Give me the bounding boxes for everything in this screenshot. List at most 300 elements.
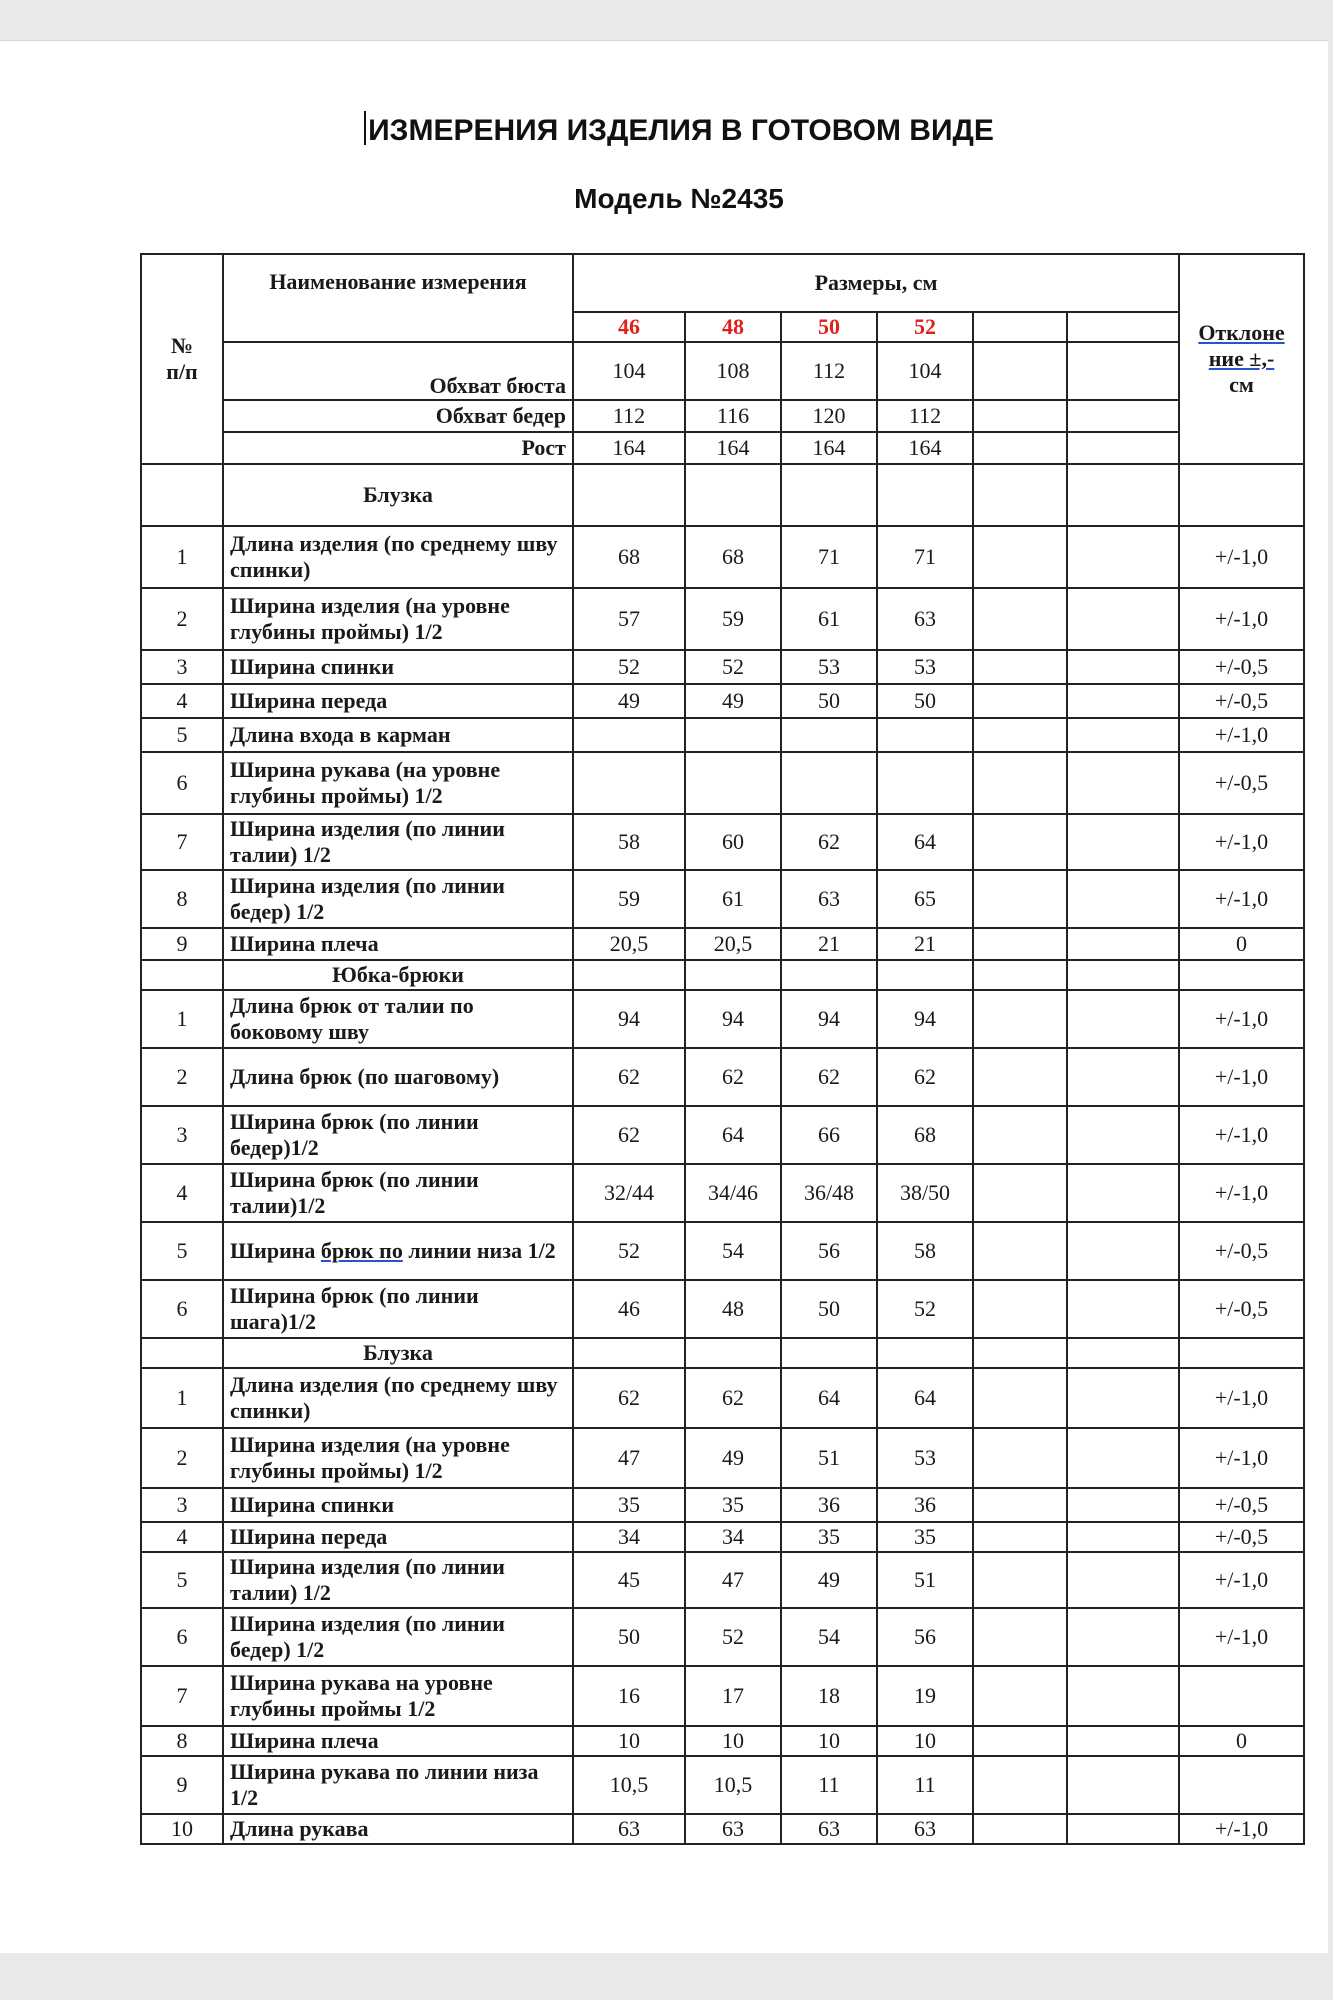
size-value [877, 718, 973, 752]
measurement-name: Длина изделия (по среднему шву спинки) [223, 526, 573, 588]
deviation-value: +/-1,0 [1179, 1428, 1304, 1488]
table-row [141, 814, 1304, 870]
size-value: 56 [781, 1222, 877, 1280]
empty-cell [973, 1488, 1067, 1522]
size-value: 56 [877, 1608, 973, 1666]
empty-cell [973, 1338, 1067, 1368]
size-value: 34 [685, 1522, 781, 1552]
row-number: 4 [141, 1522, 223, 1552]
size-value [781, 718, 877, 752]
empty-cell [973, 1552, 1067, 1608]
size-value: 50 [573, 1608, 685, 1666]
empty-cell [877, 1338, 973, 1368]
empty-cell [877, 960, 973, 990]
deviation-value: +/-1,0 [1179, 1608, 1304, 1666]
measurement-name: Ширина изделия (по линии талии) 1/2 [223, 814, 573, 870]
row-number: 8 [141, 1726, 223, 1756]
empty-cell [1067, 432, 1179, 464]
table-row [141, 1522, 1304, 1552]
measurements-table [140, 253, 1305, 1845]
table-row [141, 1164, 1304, 1222]
empty-cell [1067, 400, 1179, 432]
header-sizes: Размеры, см [573, 254, 1179, 312]
empty-cell [1067, 1338, 1179, 1368]
size-value: 32/44 [573, 1164, 685, 1222]
document-page [0, 40, 1328, 1953]
header-number-label: № [170, 333, 194, 358]
param-value: 164 [877, 432, 973, 464]
measurement-name: Длина рукава [223, 1814, 573, 1844]
empty-cell [1067, 752, 1179, 814]
size-value: 10 [573, 1726, 685, 1756]
measurement-name: Длина изделия (по среднему шву спинки) [223, 1368, 573, 1428]
table-row [141, 752, 1304, 814]
size-value: 63 [781, 870, 877, 928]
size-value: 49 [685, 684, 781, 718]
deviation-value: +/-1,0 [1179, 526, 1304, 588]
document-title [0, 111, 1328, 148]
deviation-value: +/-0,5 [1179, 684, 1304, 718]
empty-cell [1067, 870, 1179, 928]
empty-cell [973, 588, 1067, 650]
table-row [141, 1428, 1304, 1488]
empty-cell [1067, 1428, 1179, 1488]
deviation-value: +/-0,5 [1179, 752, 1304, 814]
size-value: 36/48 [781, 1164, 877, 1222]
measurement-name: Ширина изделия (по линии бедер) 1/2 [223, 870, 573, 928]
table-row [141, 1106, 1304, 1164]
size-value: 59 [685, 588, 781, 650]
empty-cell [973, 1756, 1067, 1814]
size-value: 52 [877, 1280, 973, 1338]
table-row [141, 1666, 1304, 1726]
size-value: 94 [685, 990, 781, 1048]
size-value [573, 752, 685, 814]
size-value: 16 [573, 1666, 685, 1726]
table-row [141, 928, 1304, 960]
empty-cell [1067, 990, 1179, 1048]
empty-cell [973, 1048, 1067, 1106]
param-value: 112 [573, 400, 685, 432]
measurement-name: Ширина переда [223, 684, 573, 718]
table-row [141, 526, 1304, 588]
table-row [141, 990, 1304, 1048]
size-value: 35 [781, 1522, 877, 1552]
empty-cell [1067, 928, 1179, 960]
size-value: 35 [573, 1488, 685, 1522]
header-number-label-2: п/п [166, 359, 198, 384]
empty-cell [1067, 1048, 1179, 1106]
size-value: 61 [685, 870, 781, 928]
size-value: 65 [877, 870, 973, 928]
param-value: 120 [781, 400, 877, 432]
size-value: 50 [781, 1280, 877, 1338]
empty-cell [1067, 1552, 1179, 1608]
size-value: 38/50 [877, 1164, 973, 1222]
model-number: Модель №2435 [574, 183, 784, 214]
empty-cell [1067, 588, 1179, 650]
size-value: 49 [685, 1428, 781, 1488]
size-value [781, 752, 877, 814]
row-number: 1 [141, 1368, 223, 1428]
measurement-name: Ширина изделия (по линии талии) 1/2 [223, 1552, 573, 1608]
section-row [141, 1338, 1304, 1368]
row-number: 3 [141, 1488, 223, 1522]
size-value: 58 [573, 814, 685, 870]
deviation-value: +/-0,5 [1179, 650, 1304, 684]
row-number: 5 [141, 1552, 223, 1608]
size-value: 10 [781, 1726, 877, 1756]
empty-cell [1067, 1106, 1179, 1164]
section-row [141, 960, 1304, 990]
param-label: Обхват бюста [223, 342, 573, 400]
empty-cell [1067, 464, 1179, 526]
param-value: 164 [685, 432, 781, 464]
text-cursor [364, 111, 366, 145]
row-number: 9 [141, 928, 223, 960]
empty-cell [1067, 526, 1179, 588]
size-value: 62 [781, 814, 877, 870]
table-row [141, 1756, 1304, 1814]
empty-cell [1067, 1814, 1179, 1844]
measurement-name: Ширина плеча [223, 1726, 573, 1756]
size-value: 35 [685, 1488, 781, 1522]
empty-cell [1067, 814, 1179, 870]
row-number: 1 [141, 990, 223, 1048]
size-value: 63 [573, 1814, 685, 1844]
empty-cell [781, 464, 877, 526]
measurement-name: Ширина брюк (по линии бедер)1/2 [223, 1106, 573, 1164]
deviation-value: +/-1,0 [1179, 1552, 1304, 1608]
empty-cell [973, 1428, 1067, 1488]
size-value: 53 [877, 650, 973, 684]
empty-cell [1067, 1164, 1179, 1222]
table-row [141, 1726, 1304, 1756]
size-value: 36 [877, 1488, 973, 1522]
size-label: 50 [781, 312, 877, 342]
deviation-value: +/-1,0 [1179, 1164, 1304, 1222]
row-number: 4 [141, 1164, 223, 1222]
empty-cell [1067, 1280, 1179, 1338]
empty-cell [973, 928, 1067, 960]
empty-cell [973, 650, 1067, 684]
empty-cell [973, 990, 1067, 1048]
header-name-cell [223, 254, 573, 342]
deviation-value: +/-1,0 [1179, 588, 1304, 650]
empty-cell [973, 1666, 1067, 1726]
empty-cell [1067, 1666, 1179, 1726]
size-value: 48 [685, 1280, 781, 1338]
empty-cell [1067, 684, 1179, 718]
empty-cell [973, 464, 1067, 526]
header-deviation-line1: Отклоне [1198, 320, 1285, 345]
measurement-name [223, 1222, 573, 1280]
row-number: 7 [141, 814, 223, 870]
size-value: 62 [781, 1048, 877, 1106]
deviation-value: +/-0,5 [1179, 1280, 1304, 1338]
deviation-value: 0 [1179, 928, 1304, 960]
size-value: 62 [573, 1106, 685, 1164]
param-label: Обхват бедер [223, 400, 573, 432]
document-title-text: ИЗМЕРЕНИЯ ИЗДЕЛИЯ В ГОТОВОМ ВИДЕ [368, 114, 994, 147]
empty-cell [973, 1608, 1067, 1666]
size-value: 59 [573, 870, 685, 928]
measurement-name: Ширина брюк (по линии талии)1/2 [223, 1164, 573, 1222]
size-value: 17 [685, 1666, 781, 1726]
empty-cell [973, 960, 1067, 990]
param-value: 104 [573, 342, 685, 400]
param-label: Рост [223, 432, 573, 464]
size-value: 10,5 [573, 1756, 685, 1814]
size-value: 51 [877, 1552, 973, 1608]
size-value: 64 [877, 1368, 973, 1428]
param-value: 116 [685, 400, 781, 432]
size-value: 62 [685, 1048, 781, 1106]
row-number: 2 [141, 588, 223, 650]
empty-cell [973, 1522, 1067, 1552]
size-value: 62 [685, 1368, 781, 1428]
table-row [141, 718, 1304, 752]
row-number: 2 [141, 1428, 223, 1488]
table-row [141, 1368, 1304, 1428]
size-value: 21 [877, 928, 973, 960]
size-value: 94 [573, 990, 685, 1048]
deviation-value: +/-1,0 [1179, 1048, 1304, 1106]
size-value: 45 [573, 1552, 685, 1608]
table-row [141, 1608, 1304, 1666]
size-value: 21 [781, 928, 877, 960]
section-title: Юбка-брюки [223, 960, 573, 990]
deviation-value: +/-1,0 [1179, 814, 1304, 870]
row-number: 8 [141, 870, 223, 928]
header-deviation-line2-text: ние ±,- [1208, 346, 1275, 371]
size-label: 48 [685, 312, 781, 342]
size-value: 57 [573, 588, 685, 650]
size-value [573, 718, 685, 752]
deviation-value [1179, 1666, 1304, 1726]
size-value: 53 [781, 650, 877, 684]
size-value: 10 [685, 1726, 781, 1756]
size-value: 63 [685, 1814, 781, 1844]
empty-cell [973, 1222, 1067, 1280]
table-row [141, 650, 1304, 684]
empty-cell [573, 960, 685, 990]
deviation-value: +/-1,0 [1179, 1106, 1304, 1164]
deviation-value: +/-1,0 [1179, 870, 1304, 928]
empty-cell [973, 1726, 1067, 1756]
empty-cell [141, 1338, 223, 1368]
empty-cell [1179, 464, 1304, 526]
measurement-name: Ширина рукава на уровне глубины проймы 1/2 [223, 1666, 573, 1726]
empty-cell [1067, 1522, 1179, 1552]
param-value: 112 [781, 342, 877, 400]
size-value: 60 [685, 814, 781, 870]
empty-cell [685, 960, 781, 990]
size-value: 35 [877, 1522, 973, 1552]
empty-cell [973, 312, 1067, 342]
measurement-name: Ширина изделия (по линии бедер) 1/2 [223, 1608, 573, 1666]
size-label: 46 [573, 312, 685, 342]
empty-cell [973, 1814, 1067, 1844]
empty-cell [973, 684, 1067, 718]
size-value: 52 [685, 650, 781, 684]
section-title: Блузка [223, 464, 573, 526]
deviation-value: +/-0,5 [1179, 1522, 1304, 1552]
size-value: 71 [877, 526, 973, 588]
size-value: 64 [877, 814, 973, 870]
size-value: 20,5 [573, 928, 685, 960]
measurement-name: Ширина рукава по линии низа 1/2 [223, 1756, 573, 1814]
row-number: 4 [141, 684, 223, 718]
measurement-name: Ширина переда [223, 1522, 573, 1552]
empty-cell [1067, 1608, 1179, 1666]
header-number-cell [141, 254, 223, 464]
size-value: 62 [573, 1368, 685, 1428]
size-value: 68 [877, 1106, 973, 1164]
row-number: 3 [141, 1106, 223, 1164]
measurement-name: Ширина спинки [223, 1488, 573, 1522]
empty-cell [973, 752, 1067, 814]
empty-cell [1179, 960, 1304, 990]
deviation-value: 0 [1179, 1726, 1304, 1756]
deviation-value: +/-0,5 [1179, 1488, 1304, 1522]
size-value: 68 [685, 526, 781, 588]
size-value: 53 [877, 1428, 973, 1488]
row-number: 10 [141, 1814, 223, 1844]
size-value: 66 [781, 1106, 877, 1164]
size-value: 10,5 [685, 1756, 781, 1814]
size-value: 50 [781, 684, 877, 718]
param-value: 164 [573, 432, 685, 464]
size-value: 61 [781, 588, 877, 650]
measurement-name: Ширина изделия (на уровне глубины проймы) 1/2 [223, 1428, 573, 1488]
table-row [141, 1222, 1304, 1280]
table-row [141, 1814, 1304, 1844]
measurement-name: Длина брюк (по шаговому) [223, 1048, 573, 1106]
size-value: 49 [781, 1552, 877, 1608]
size-value: 64 [685, 1106, 781, 1164]
empty-cell [973, 342, 1067, 400]
size-value: 52 [685, 1608, 781, 1666]
measurement-name: Ширина плеча [223, 928, 573, 960]
size-value: 34/46 [685, 1164, 781, 1222]
measurement-name: Ширина спинки [223, 650, 573, 684]
size-value: 50 [877, 684, 973, 718]
empty-cell [973, 814, 1067, 870]
size-value: 58 [877, 1222, 973, 1280]
size-value: 62 [877, 1048, 973, 1106]
empty-cell [1179, 1338, 1304, 1368]
size-value: 11 [781, 1756, 877, 1814]
section-title: Блузка [223, 1338, 573, 1368]
header-name-label: Наименование измерения [269, 269, 527, 294]
size-value: 36 [781, 1488, 877, 1522]
measurement-name: Ширина брюк (по линии шага)1/2 [223, 1280, 573, 1338]
empty-cell [973, 1280, 1067, 1338]
row-number: 3 [141, 650, 223, 684]
measurement-name-part: линии низа 1/2 [402, 1238, 556, 1263]
empty-cell [141, 960, 223, 990]
row-number: 2 [141, 1048, 223, 1106]
param-value: 164 [781, 432, 877, 464]
size-value: 52 [573, 650, 685, 684]
header-deviation-line2 [1186, 346, 1297, 372]
table-row [141, 1488, 1304, 1522]
size-value: 10 [877, 1726, 973, 1756]
empty-cell [1067, 1222, 1179, 1280]
empty-cell [573, 464, 685, 526]
empty-cell [973, 1368, 1067, 1428]
size-value: 19 [877, 1666, 973, 1726]
empty-cell [1067, 650, 1179, 684]
empty-cell [781, 960, 877, 990]
empty-cell [685, 1338, 781, 1368]
measurement-name: Длина брюк от талии по боковому шву [223, 990, 573, 1048]
row-number: 9 [141, 1756, 223, 1814]
row-number: 1 [141, 526, 223, 588]
empty-cell [1067, 1368, 1179, 1428]
row-number: 6 [141, 752, 223, 814]
empty-cell [973, 718, 1067, 752]
empty-cell [1067, 960, 1179, 990]
empty-cell [685, 464, 781, 526]
size-value: 18 [781, 1666, 877, 1726]
table-row [141, 1552, 1304, 1608]
header-deviation-line3: см [1229, 372, 1254, 397]
size-value: 46 [573, 1280, 685, 1338]
deviation-value: +/-1,0 [1179, 718, 1304, 752]
size-value: 64 [781, 1368, 877, 1428]
size-value: 51 [781, 1428, 877, 1488]
empty-cell [973, 400, 1067, 432]
empty-cell [973, 1106, 1067, 1164]
spellcheck-underline-text: брюк по [320, 1238, 403, 1263]
table-row [141, 1280, 1304, 1338]
deviation-value: +/-1,0 [1179, 1814, 1304, 1844]
size-value: 54 [781, 1608, 877, 1666]
empty-cell [973, 870, 1067, 928]
deviation-value: +/-0,5 [1179, 1222, 1304, 1280]
size-value: 54 [685, 1222, 781, 1280]
empty-cell [1067, 718, 1179, 752]
empty-cell [141, 464, 223, 526]
row-number: 5 [141, 718, 223, 752]
deviation-value [1179, 1756, 1304, 1814]
size-value: 49 [573, 684, 685, 718]
size-value: 63 [781, 1814, 877, 1844]
table-row [141, 588, 1304, 650]
size-value: 11 [877, 1756, 973, 1814]
size-value: 68 [573, 526, 685, 588]
size-value [685, 718, 781, 752]
empty-cell [973, 1164, 1067, 1222]
size-value: 63 [877, 588, 973, 650]
measurement-name: Ширина изделия (на уровне глубины проймы) 1/2 [223, 588, 573, 650]
measurement-name-part: Ширина [230, 1238, 321, 1263]
table-row [141, 684, 1304, 718]
size-value: 71 [781, 526, 877, 588]
table-row [141, 1048, 1304, 1106]
row-number: 6 [141, 1608, 223, 1666]
size-value: 63 [877, 1814, 973, 1844]
empty-cell [1067, 1488, 1179, 1522]
row-number: 6 [141, 1280, 223, 1338]
empty-cell [877, 464, 973, 526]
section-row [141, 464, 1304, 526]
header-deviation-cell [1179, 254, 1304, 464]
measurement-name: Длина входа в карман [223, 718, 573, 752]
param-value: 112 [877, 400, 973, 432]
